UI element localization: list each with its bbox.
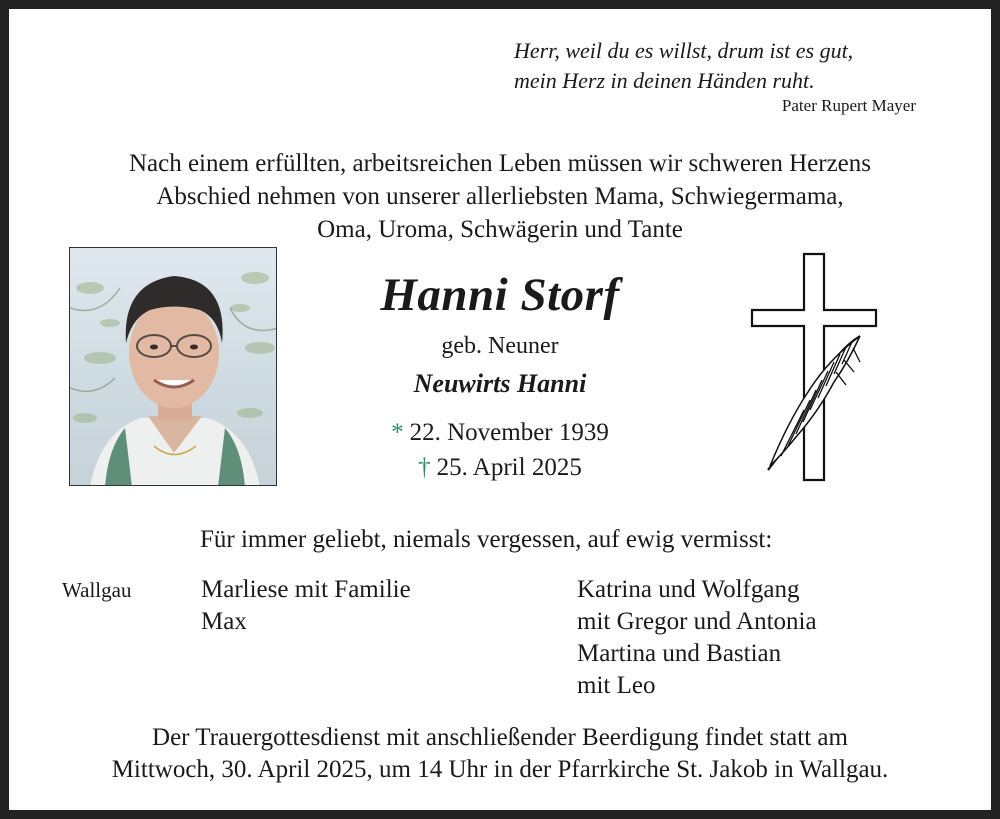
intro-line-2: Abschied nehmen von unserer allerliebsten Mama, Schwiegermama, <box>156 183 844 210</box>
mourner-entry: mit Leo <box>577 672 656 699</box>
mourners-right <box>577 574 817 702</box>
cross-with-palm-icon <box>748 252 880 484</box>
service-line-2: Mittwoch, 30. April 2025, um 14 Uhr in der Pfarrkirche St. Jakob in Wallgau. <box>111 756 889 783</box>
verse-line-2: mein Herz in deinen Händen ruht. <box>514 68 815 93</box>
birth-date: 22. November 1939 <box>409 419 609 446</box>
intro-line-1: Nach einem erfüllten, arbeitsreichen Leben müssen wir schweren Herzens <box>128 150 872 177</box>
service-line-1: Der Trauergottesdienst mit anschließender Beerdigung findet statt am <box>152 724 848 751</box>
birth-date-line <box>300 419 700 447</box>
death-dagger-icon: † <box>418 454 431 481</box>
mourner-entry: Katrina und Wolfgang <box>577 576 800 603</box>
funeral-service-info <box>20 722 980 786</box>
mourner-entry: Max <box>201 608 247 635</box>
death-date: 25. April 2025 <box>436 454 582 481</box>
memorial-motto: Für immer geliebt, niemals vergessen, auf ewig vermisst: <box>200 526 773 553</box>
death-date-line <box>300 454 700 482</box>
intro-line-3: Oma, Uroma, Schwägerin und Tante <box>317 216 683 243</box>
intro-text <box>40 147 960 246</box>
verse-author: Pater Rupert Mayer <box>781 96 916 115</box>
portrait-illustration <box>70 248 277 486</box>
deceased-name: Hanni Storf <box>380 269 620 321</box>
mourner-entry: mit Gregor und Antonia <box>577 608 817 635</box>
mourner-entry: Marliese mit Familie <box>201 576 411 603</box>
nickname: Neuwirts Hanni <box>413 369 587 398</box>
place-name: Wallgau <box>62 578 132 602</box>
bible-verse <box>514 36 934 96</box>
birth-star-icon: * <box>391 419 404 446</box>
verse-line-1: Herr, weil du es willst, drum ist es gut, <box>514 38 854 63</box>
mourners-left <box>201 574 411 638</box>
mourner-entry: Martina und Bastian <box>577 640 782 667</box>
maiden-name: geb. Neuner <box>441 333 559 359</box>
portrait-photo <box>69 247 277 486</box>
